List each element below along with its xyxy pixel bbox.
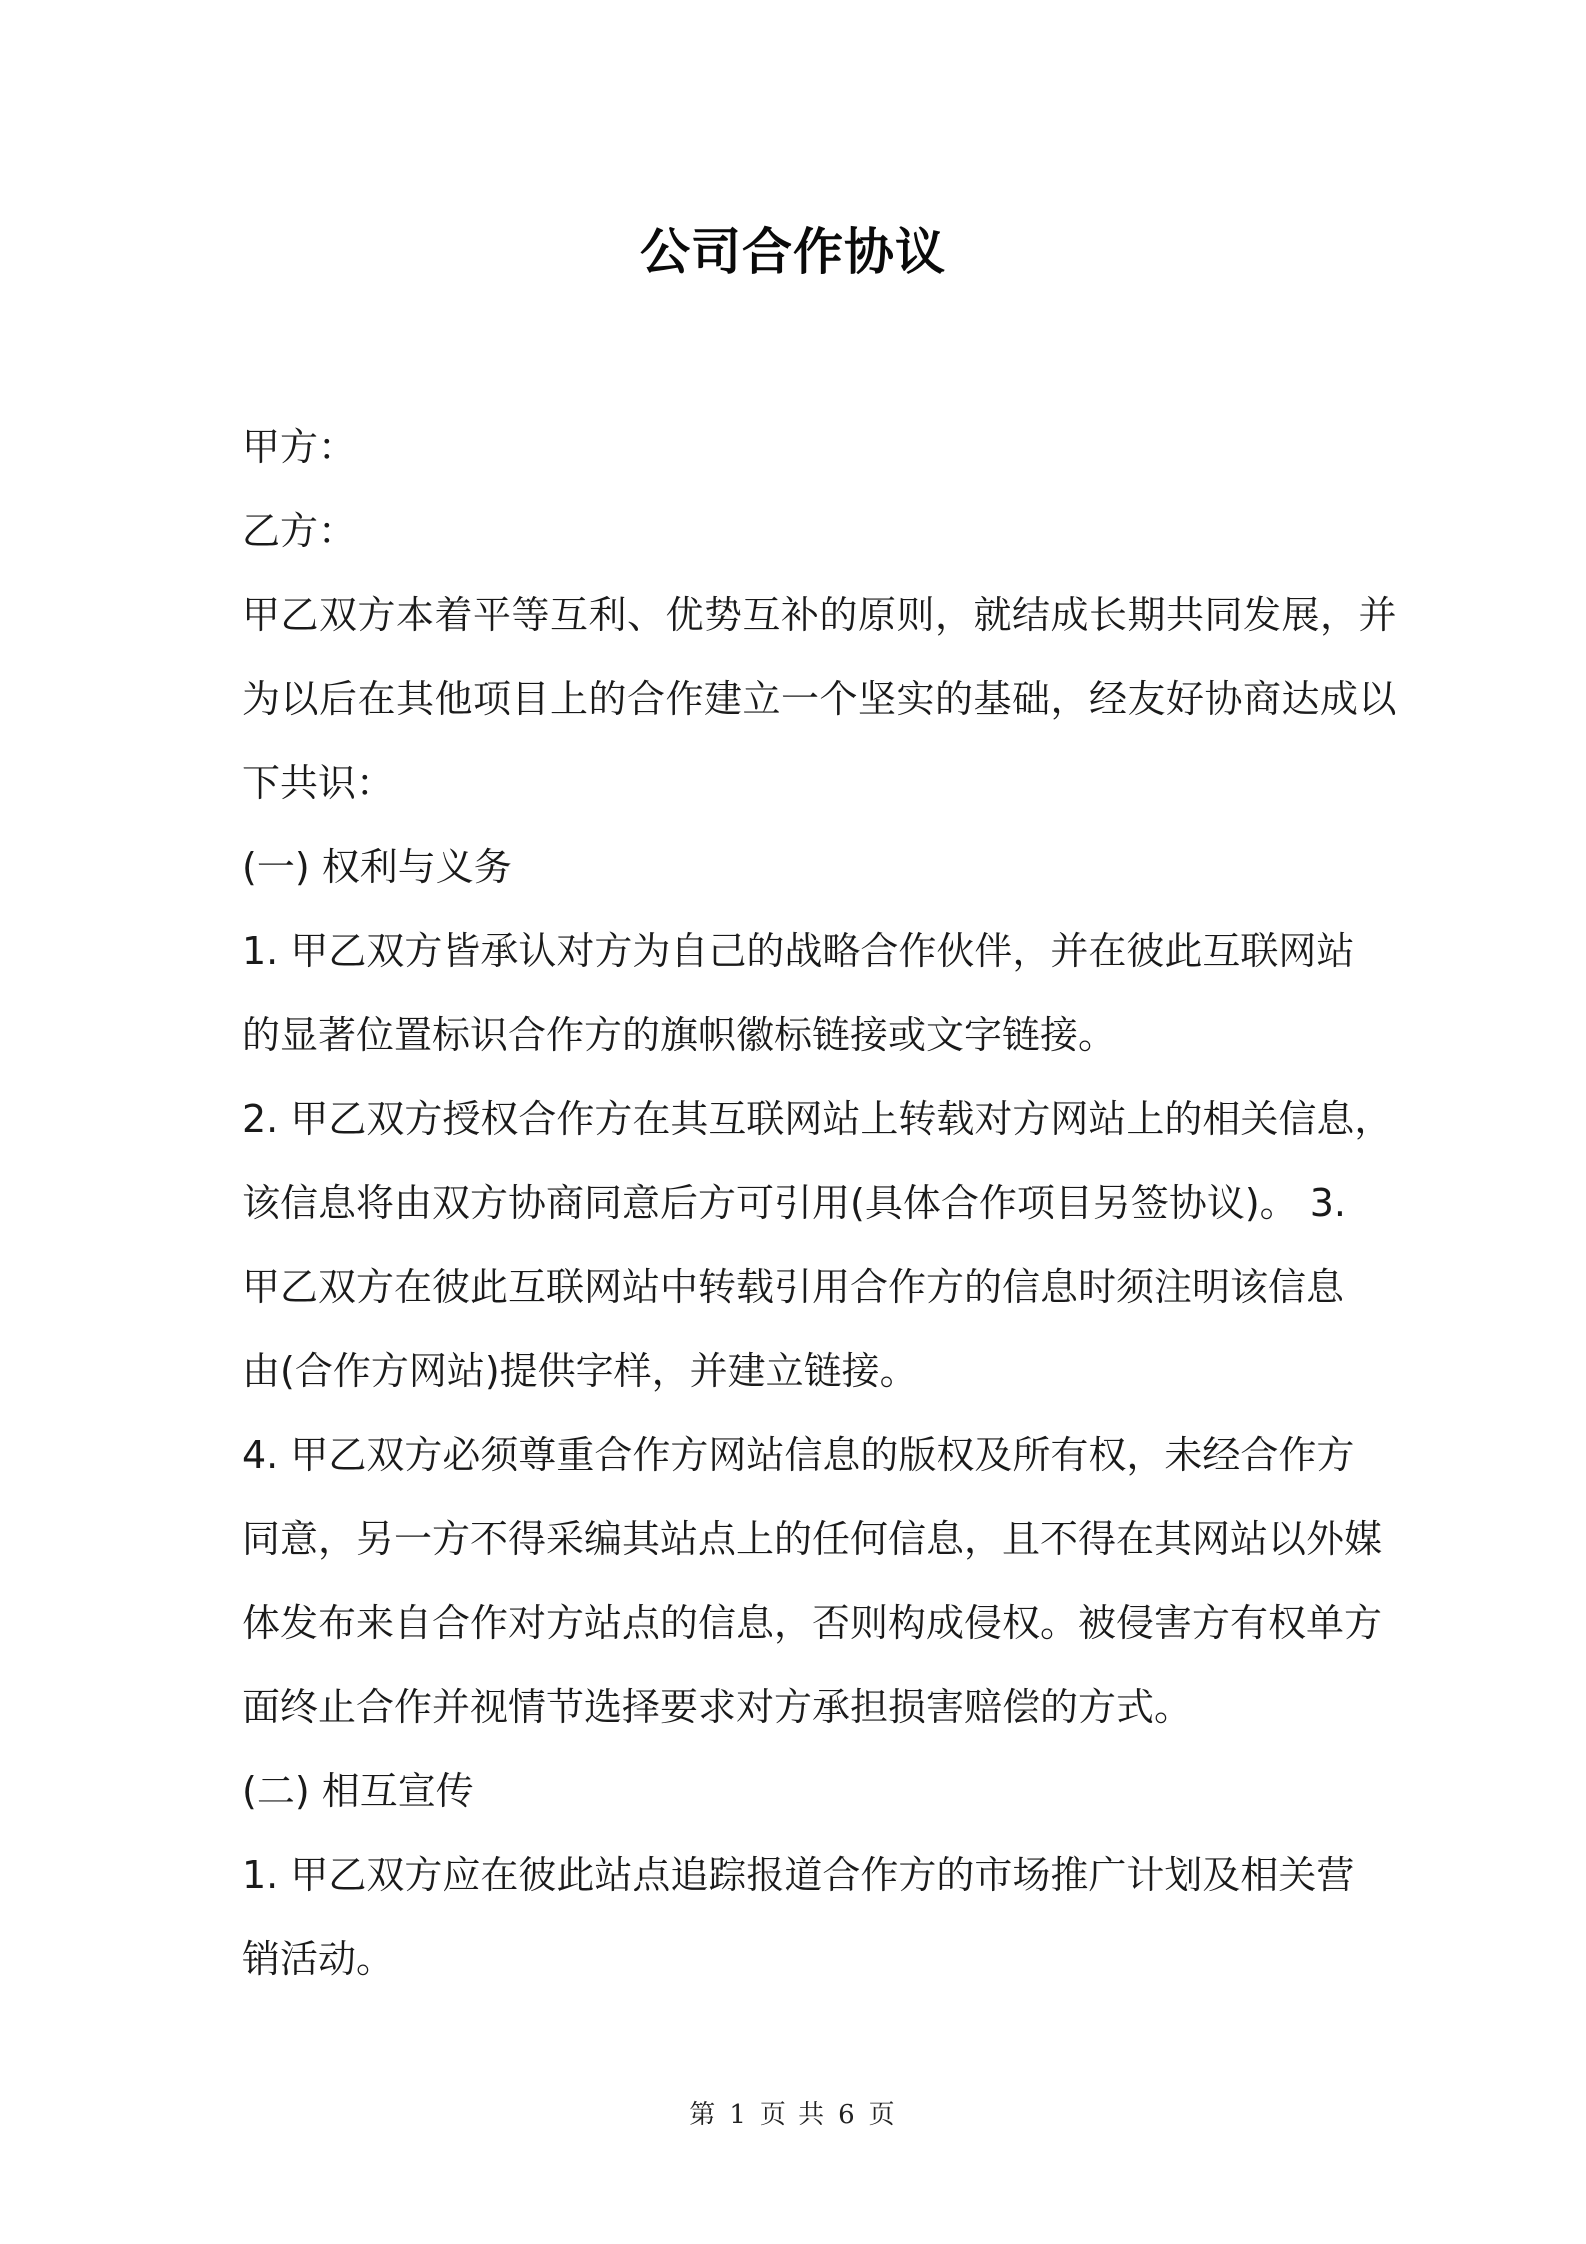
section-heading: (二) 相互宣传 xyxy=(242,1769,474,1813)
paragraph-line: 该信息将由双方协商同意后方可引用(具体合作项目另签协议)。 3. xyxy=(242,1181,1346,1225)
paragraph-line: 下共识： xyxy=(242,761,395,805)
paragraph-line: 为以后在其他项目上的合作建立一个坚实的基础，经友好协商达成以 xyxy=(242,677,1398,721)
section-heading: (一) 权利与义务 xyxy=(242,845,512,889)
paragraph-line: 1. 甲乙双方皆承认对方为自己的战略合作伙伴，并在彼此互联网站 xyxy=(242,929,1355,973)
paragraph-line: 甲乙双方本着平等互利、优势互补的原则，就结成长期共同发展，并 xyxy=(242,593,1398,637)
paragraph-line: 体发布来自合作对方站点的信息，否则构成侵权。被侵害方有权单方 xyxy=(242,1601,1383,1645)
paragraph-line: 甲乙双方在彼此互联网站中转载引用合作方的信息时须注明该信息 xyxy=(242,1265,1345,1309)
paragraph-line: 4. 甲乙双方必须尊重合作方网站信息的版权及所有权，未经合作方 xyxy=(242,1433,1355,1477)
document-title: 公司合作协议 xyxy=(640,223,946,281)
paragraph-line: 销活动。 xyxy=(242,1937,395,1981)
party-b-line: 乙方： xyxy=(242,509,357,553)
paragraph-line: 同意，另一方不得采编其站点上的任何信息，且不得在其网站以外媒 xyxy=(242,1517,1383,1561)
footer-suffix: 页 xyxy=(868,2100,897,2130)
paragraph-line: 2. 甲乙双方授权合作方在其互联网站上转载对方网站上的相关信息， xyxy=(242,1097,1393,1141)
page-footer xyxy=(0,2094,1586,2131)
paragraph-line: 1. 甲乙双方应在彼此站点追踪报道合作方的市场推广计划及相关营 xyxy=(242,1853,1355,1897)
paragraph-line: 由(合作方网站)提供字样，并建立链接。 xyxy=(242,1349,918,1393)
footer-total-pages: 6 xyxy=(838,2100,857,2130)
document-body xyxy=(242,405,1398,2001)
paragraph-line: 面终止合作并视情节选择要求对方承担损害赔偿的方式。 xyxy=(242,1685,1193,1729)
footer-middle: 页 共 xyxy=(759,2100,827,2130)
party-a-line: 甲方： xyxy=(242,425,357,469)
footer-prefix: 第 xyxy=(689,2100,718,2130)
paragraph-line: 的显著位置标识合作方的旗帜徽标链接或文字链接。 xyxy=(242,1013,1117,1057)
footer-page-number: 1 xyxy=(729,2100,748,2130)
